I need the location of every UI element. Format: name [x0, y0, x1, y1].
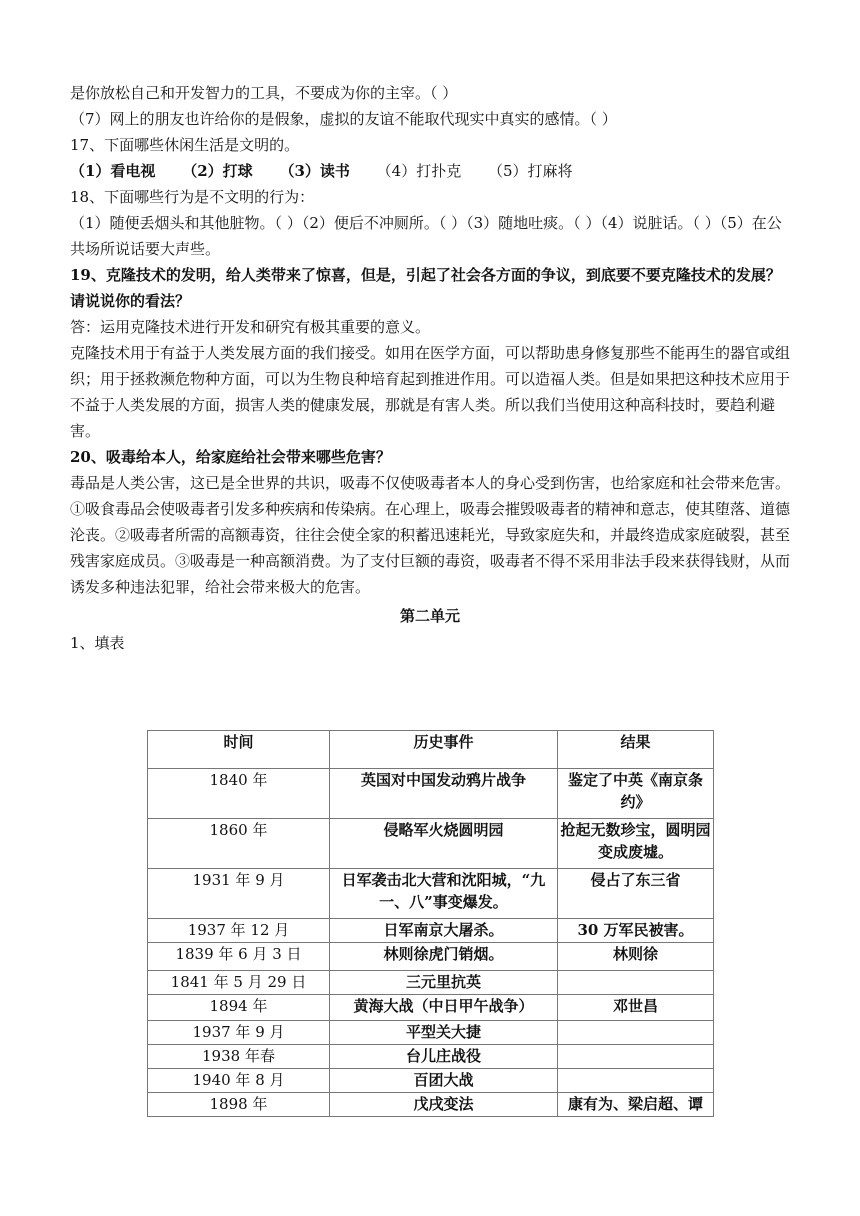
option-4: （4）打扑克 — [376, 162, 462, 180]
unit-title: 第二单元 — [399, 607, 460, 625]
answer-19-intro: 答：运用克隆技术进行开发和研究有极其重要的意义。 — [70, 318, 431, 336]
answer-19-body: 克隆技术用于有益于人类发展方面的我们接受。如用在医学方面，可以帮助患身修复那些不能再生的器官或组织；用于拯救濒危物种方面，可以为生物良种培育起到推进作用。可以造福人类。但是如果把这种技术应用于不益于人类发展的方面，损害人类的健康发展，那就是有害人类。所以我们当使用这种高科技时，要趋利避害。 — [70, 344, 791, 440]
cell-event: 戊戌变法 — [330, 1093, 558, 1117]
cell-time: 1860 年 — [148, 819, 330, 869]
cell-result: 抢起无数珍宝，圆明园变成废墟。 — [558, 819, 714, 869]
table-row — [148, 1069, 714, 1093]
cell-time: 1841 年 5 月 29 日 — [148, 971, 330, 995]
cell-time: 1840 年 — [148, 769, 330, 819]
cell-event: 黄海大战（中日甲午战争） — [330, 995, 558, 1021]
cell-result — [558, 1021, 714, 1045]
answer-20-body: 毒品是人类公害，这已是全世界的共识，吸毒不仅使吸毒者本人的身心受到伤害，也给家庭和社会带来危害。①吸食毒品会使吸毒者引发多种疾病和传染病。在心理上，吸毒会摧毁吸毒者的精神和意志，使其堕落、道德沦丧。②吸毒者所需的高额毒资，往往会使全家的积蓄迅速耗光，导致家庭失和，并最终造成家庭破裂，甚至残害家庭成员。③吸毒是一种高额消费。为了支付巨额的毒资，吸毒者不得不采用非法手段来获得钱财，从而诱发多种违法犯罪，给社会带来极大的危害。 — [70, 474, 791, 596]
cell-result: 康有为、梁启超、谭 — [558, 1093, 714, 1117]
cell-event: 三元里抗英 — [330, 971, 558, 995]
cell-result: 侵占了东三省 — [558, 869, 714, 919]
history-table — [147, 730, 714, 1117]
table-row — [148, 995, 714, 1021]
question-19: 19、克隆技术的发明，给人类带来了惊喜，但是，引起了社会各方面的争议，到底要不要克隆技术的发展？请说说你的看法？ — [70, 266, 781, 310]
cell-time: 1937 年 12 月 — [148, 919, 330, 943]
question-20: 20、吸毒给本人，给家庭给社会带来哪些危害？ — [70, 448, 391, 466]
header-time: 时间 — [148, 731, 330, 769]
cell-result — [558, 971, 714, 995]
cell-result: 30 万军民被害。 — [558, 919, 714, 943]
cell-time: 1894 年 — [148, 995, 330, 1021]
question-18-body: （1）随便丢烟头和其他脏物。（ ）（2）便后不冲厕所。（ ）（3）随地吐痰。（ ）（4）说脏话。（ ）（5）在公共场所说话要大声些。 — [70, 214, 782, 258]
option-5: （5）打麻将 — [488, 162, 573, 180]
header-result: 结果 — [558, 731, 714, 769]
cell-event: 侵略军火烧圆明园 — [330, 819, 558, 869]
cell-result — [558, 1045, 714, 1069]
cell-time: 1938 年春 — [148, 1045, 330, 1069]
cell-time: 1931 年 9 月 — [148, 869, 330, 919]
cell-event: 日军袭击北大营和沈阳城，“九一、八”事变爆发。 — [330, 869, 558, 919]
cell-event: 英国对中国发动鸦片战争 — [330, 769, 558, 819]
cell-time: 1839 年 6 月 3 日 — [148, 943, 330, 971]
question-17-options — [70, 158, 790, 184]
question-17: 17、下面哪些休闲生活是文明的。 — [70, 136, 300, 154]
cell-time: 1898 年 — [148, 1093, 330, 1117]
cell-time: 1937 年 9 月 — [148, 1021, 330, 1045]
table-header-row — [148, 731, 714, 769]
cell-result: 邓世昌 — [558, 995, 714, 1021]
table-row — [148, 919, 714, 943]
cell-time: 1940 年 8 月 — [148, 1069, 330, 1093]
cell-event: 平型关大捷 — [330, 1021, 558, 1045]
table-label: 1、填表 — [70, 634, 125, 652]
cell-event: 日军南京大屠杀。 — [330, 919, 558, 943]
option-3: （3）读书 — [279, 162, 350, 180]
question-18: 18、下面哪些行为是不文明的行为： — [70, 188, 315, 206]
document-page — [70, 80, 790, 656]
header-event: 历史事件 — [330, 731, 558, 769]
table-row — [148, 1021, 714, 1045]
cell-event: 百团大战 — [330, 1069, 558, 1093]
cell-event: 台儿庄战役 — [330, 1045, 558, 1069]
cell-result — [558, 1069, 714, 1093]
table-row — [148, 769, 714, 819]
cell-result: 鉴定了中英《南京条约》 — [558, 769, 714, 819]
table-row — [148, 819, 714, 869]
table-row — [148, 1093, 714, 1117]
table-row — [148, 971, 714, 995]
text-line-1: 是你放松自己和开发智力的工具，不要成为你的主宰。（ ） — [70, 84, 458, 102]
cell-result: 林则徐 — [558, 943, 714, 971]
option-2: （2）打球 — [182, 162, 253, 180]
table-row — [148, 869, 714, 919]
option-1: （1）看电视 — [70, 162, 156, 180]
table-row — [148, 1045, 714, 1069]
cell-event: 林则徐虎门销烟。 — [330, 943, 558, 971]
table-row — [148, 943, 714, 971]
text-line-7: （7）网上的朋友也许给你的是假象，虚拟的友谊不能取代现实中真实的感情。（ ） — [70, 110, 617, 128]
